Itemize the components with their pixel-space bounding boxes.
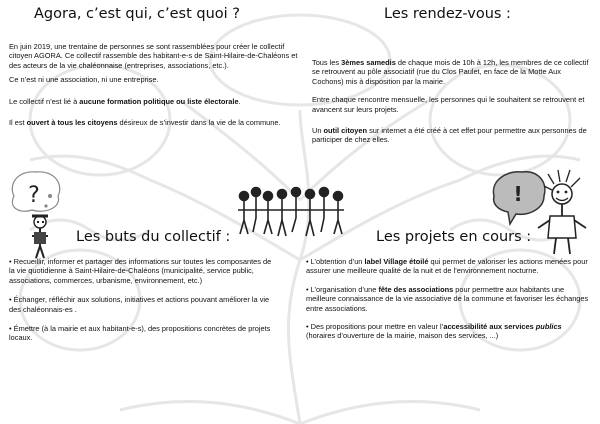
- goal-item: • Émettre (à la mairie et aux habitant-e-s), des propositions concrètes de projets locaux.: [9, 324, 271, 343]
- left-intro-section: [9, 42, 299, 132]
- no-politics-paragraph: Le collectif n’est lié à aucune formation politique ou liste électorale.: [9, 96, 241, 106]
- open-to-all-paragraph: Il est ouvert à tous les citoyens désireux de s’investir dans la vie de la commune.: [9, 118, 281, 128]
- not-association-paragraph: Ce n’est ni une association, ni une entreprise.: [9, 75, 159, 85]
- title-projects: Les projets en cours :: [376, 229, 532, 245]
- project-item: • L’obtention d’un label Village étoilé qui permet de valoriser les actions menées pour assurer une meilleure qualité de la nuit et de l’environnement nocturne.: [306, 257, 588, 276]
- thinking-person-illustration: [4, 166, 66, 262]
- project-item: • L’organisation d’une fête des associations pour permettre aux habitants une meilleure connaissance de la vie associative de la commune et favoriser les échanges entre associations.: [306, 284, 589, 313]
- question-mark-icon: ?: [28, 183, 40, 208]
- projects-list: [306, 257, 591, 346]
- goal-item: • Recueillir, informer et partager des informations sur toutes les composantes de la vie quotidienne à Saint-Hilaire-de-Chaléons (municipalité, service public, associations, commerces, urbanisme, environnement, etc.): [9, 257, 272, 285]
- goal-item: • Échanger, réfléchir aux solutions, initiatives et actions pouvant améliorer la vie des chaléonnais-es .: [9, 295, 270, 314]
- online-tool-paragraph: Un outil citoyen sur internet a été créé à cet effet pour permettre aux personnes de participer de chez elles.: [312, 126, 587, 145]
- between-meetings-paragraph: Entre chaque rencontre mensuelle, les personnes qui le souhaitent se retrouvent et avancent sur leurs projets.: [312, 95, 585, 114]
- title-goals: Les buts du collectif :: [76, 229, 231, 245]
- meetings-section: [312, 58, 590, 150]
- title-meetings: Les rendez-vous :: [384, 6, 511, 22]
- exclamation-mark-icon: !: [513, 182, 523, 206]
- title-who: Agora, c’est qui, c’est quoi ?: [34, 6, 241, 22]
- meeting-schedule-paragraph: Tous les 3èmes samedis de chaque mois de 10h à 12h, les membres de ce collectif se retrouvent au pôle associatif (rue du Clos Paulet, en face de la Motte Aux Cochons) mis à disposition par la mairie.: [312, 58, 589, 86]
- speaking-person-illustration: [490, 168, 594, 258]
- intro-paragraph: En juin 2019, une trentaine de personnes se sont rassemblées pour créer le collectif citoyen AGORA. Ce collectif rassemble des habitant-e-s de Saint-Hilaire-de-Chaléons et des acteurs de la vie chaléonnaise (entreprises, associations, etc.).: [9, 42, 298, 70]
- goals-list: [9, 257, 277, 348]
- group-of-people-illustration: [234, 184, 354, 240]
- project-item: • Des propositions pour mettre en valeur l’accessibilité aux services publics (horaires d’ouverture de la mairie, maison des services, ...): [306, 322, 562, 341]
